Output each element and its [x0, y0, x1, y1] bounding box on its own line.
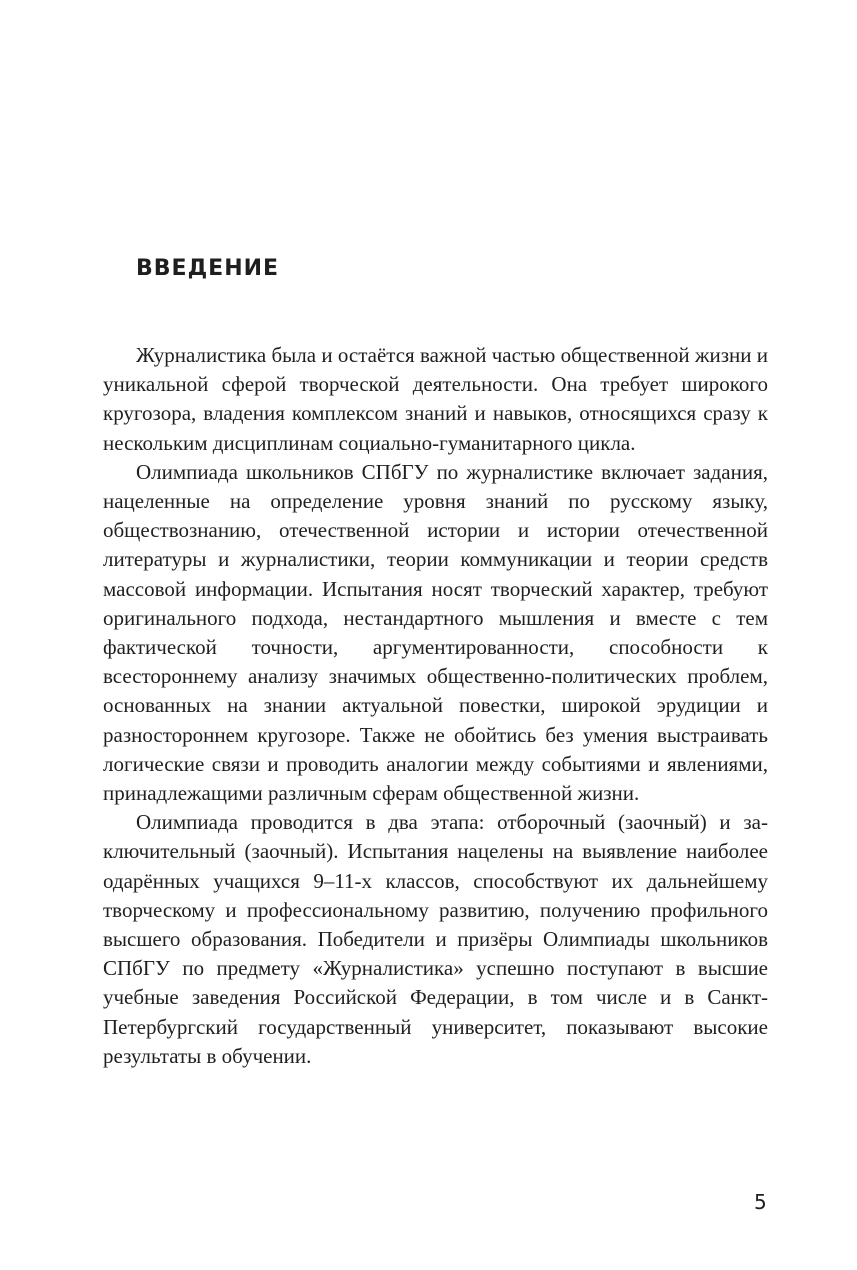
page-number: 5 — [754, 1190, 767, 1214]
chapter-heading: ВВЕДЕНИЕ — [136, 256, 280, 281]
paragraph-1: Журналистика была и остаётся важной частью общественной жизни и уникальной сферой творческой деятельности. Она требует широкого кругозора, владения комплексом знаний и навыков, относящихся сразу к нескольким дисциплинам социально-гуманитарного цикла. — [103, 343, 768, 455]
paragraph-2: Олимпиада школьников СПбГУ по журналистике включает задания, нацеленные на определение уровня знаний по русскому языку, обществознанию, отечественной истории и истории отечественной литературы и журналистики, теории коммуникации и теории средств массовой информации. Испытания носят творческий характер, требуют оригинального подхода, нестандартного мышления и вместе с тем фактической точности, аргументированности, способности к всестороннему анализу значимых общественно-политических проблем, основанных на знании актуальной повестки, широкой эрудиции и разностороннем кругозоре. Также не обойтись без умения выстраивать логические связи и проводить аналогии между событиями и явлениями, принадлежащими различным сферам общественной жизни. — [103, 459, 768, 806]
body-text — [103, 341, 768, 1071]
paragraph-3: Олимпиада проводится в два этапа: отборочный (заочный) и заключительный (заочный). Испытания нацелены на выявление наиболее одарённых учащихся 9–11-х классов, способствуют их дальнейшему творческому и профессиональному развитию, получению профильного высшего образования. Победители и призёры Олимпиады школьников СПбГУ по предмету «Журналистика» успешно поступают в высшие учебные заведения Российской Федерации, в том числе и в Санкт-Петербургский государственный университет, показывают высокие результаты в обучении. — [103, 810, 768, 1068]
